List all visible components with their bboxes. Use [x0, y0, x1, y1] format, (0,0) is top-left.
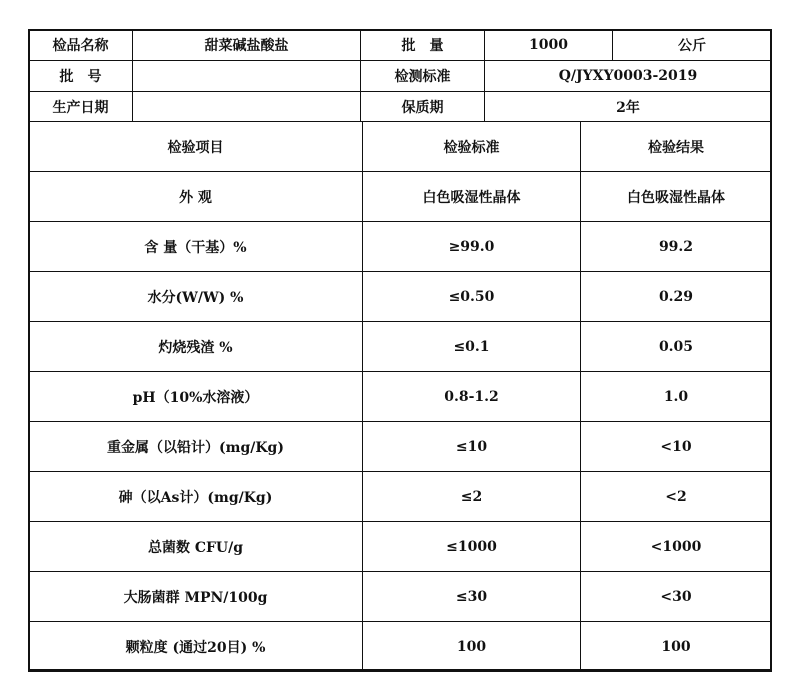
table-cell-result: <10 — [580, 421, 772, 472]
table-cell-standard: ≤30 — [362, 571, 581, 622]
standard-label: 检测标准 — [360, 60, 485, 92]
table-cell-standard: 0.8-1.2 — [362, 371, 581, 422]
batch-value — [132, 60, 361, 92]
table-cell-result: <1000 — [580, 521, 772, 572]
header-item: 检验项目 — [28, 121, 363, 172]
batch-label: 批 号 — [28, 60, 133, 92]
header-standard: 检验标准 — [362, 121, 581, 172]
table-cell-result: 0.05 — [580, 321, 772, 372]
table-cell-item: 外 观 — [28, 171, 363, 222]
header-result: 检验结果 — [580, 121, 772, 172]
table-cell-item: pH（10%水溶液） — [28, 371, 363, 422]
table-cell-item: 总菌数 CFU/g — [28, 521, 363, 572]
table-cell-standard: ≤10 — [362, 421, 581, 472]
shelf-life-value: 2年 — [484, 91, 772, 122]
table-cell-standard: ≤1000 — [362, 521, 581, 572]
table-cell-item: 含 量（干基）% — [28, 221, 363, 272]
table-cell-standard: 100 — [362, 621, 581, 672]
table-cell-result: <30 — [580, 571, 772, 622]
table-cell-item: 颗粒度 (通过20目) % — [28, 621, 363, 672]
table-cell-item: 砷（以As计）(mg/Kg) — [28, 471, 363, 522]
product-name-label: 检品名称 — [28, 29, 133, 61]
production-date-value — [132, 91, 361, 122]
table-cell-result: 100 — [580, 621, 772, 672]
shelf-life-label: 保质期 — [360, 91, 485, 122]
table-cell-standard: 白色吸湿性晶体 — [362, 171, 581, 222]
table-cell-result: 白色吸湿性晶体 — [580, 171, 772, 222]
quantity-value: 1000 — [484, 29, 613, 61]
table-cell-standard: ≤2 — [362, 471, 581, 522]
table-cell-result: 1.0 — [580, 371, 772, 422]
table-cell-item: 灼烧残渣 % — [28, 321, 363, 372]
table-cell-standard: ≥99.0 — [362, 221, 581, 272]
table-cell-standard: ≤0.50 — [362, 271, 581, 322]
standard-value: Q/JYXY0003-2019 — [484, 60, 772, 92]
quantity-unit: 公斤 — [612, 29, 772, 61]
table-cell-result: 99.2 — [580, 221, 772, 272]
table-cell-item: 水分(W/W) % — [28, 271, 363, 322]
table-cell-result: <2 — [580, 471, 772, 522]
table-cell-item: 大肠菌群 MPN/100g — [28, 571, 363, 622]
table-cell-result: 0.29 — [580, 271, 772, 322]
product-name-value: 甜菜碱盐酸盐 — [132, 29, 361, 61]
quantity-label: 批 量 — [360, 29, 485, 61]
table-cell-standard: ≤0.1 — [362, 321, 581, 372]
table-cell-item: 重金属（以铅计）(mg/Kg) — [28, 421, 363, 472]
production-date-label: 生产日期 — [28, 91, 133, 122]
